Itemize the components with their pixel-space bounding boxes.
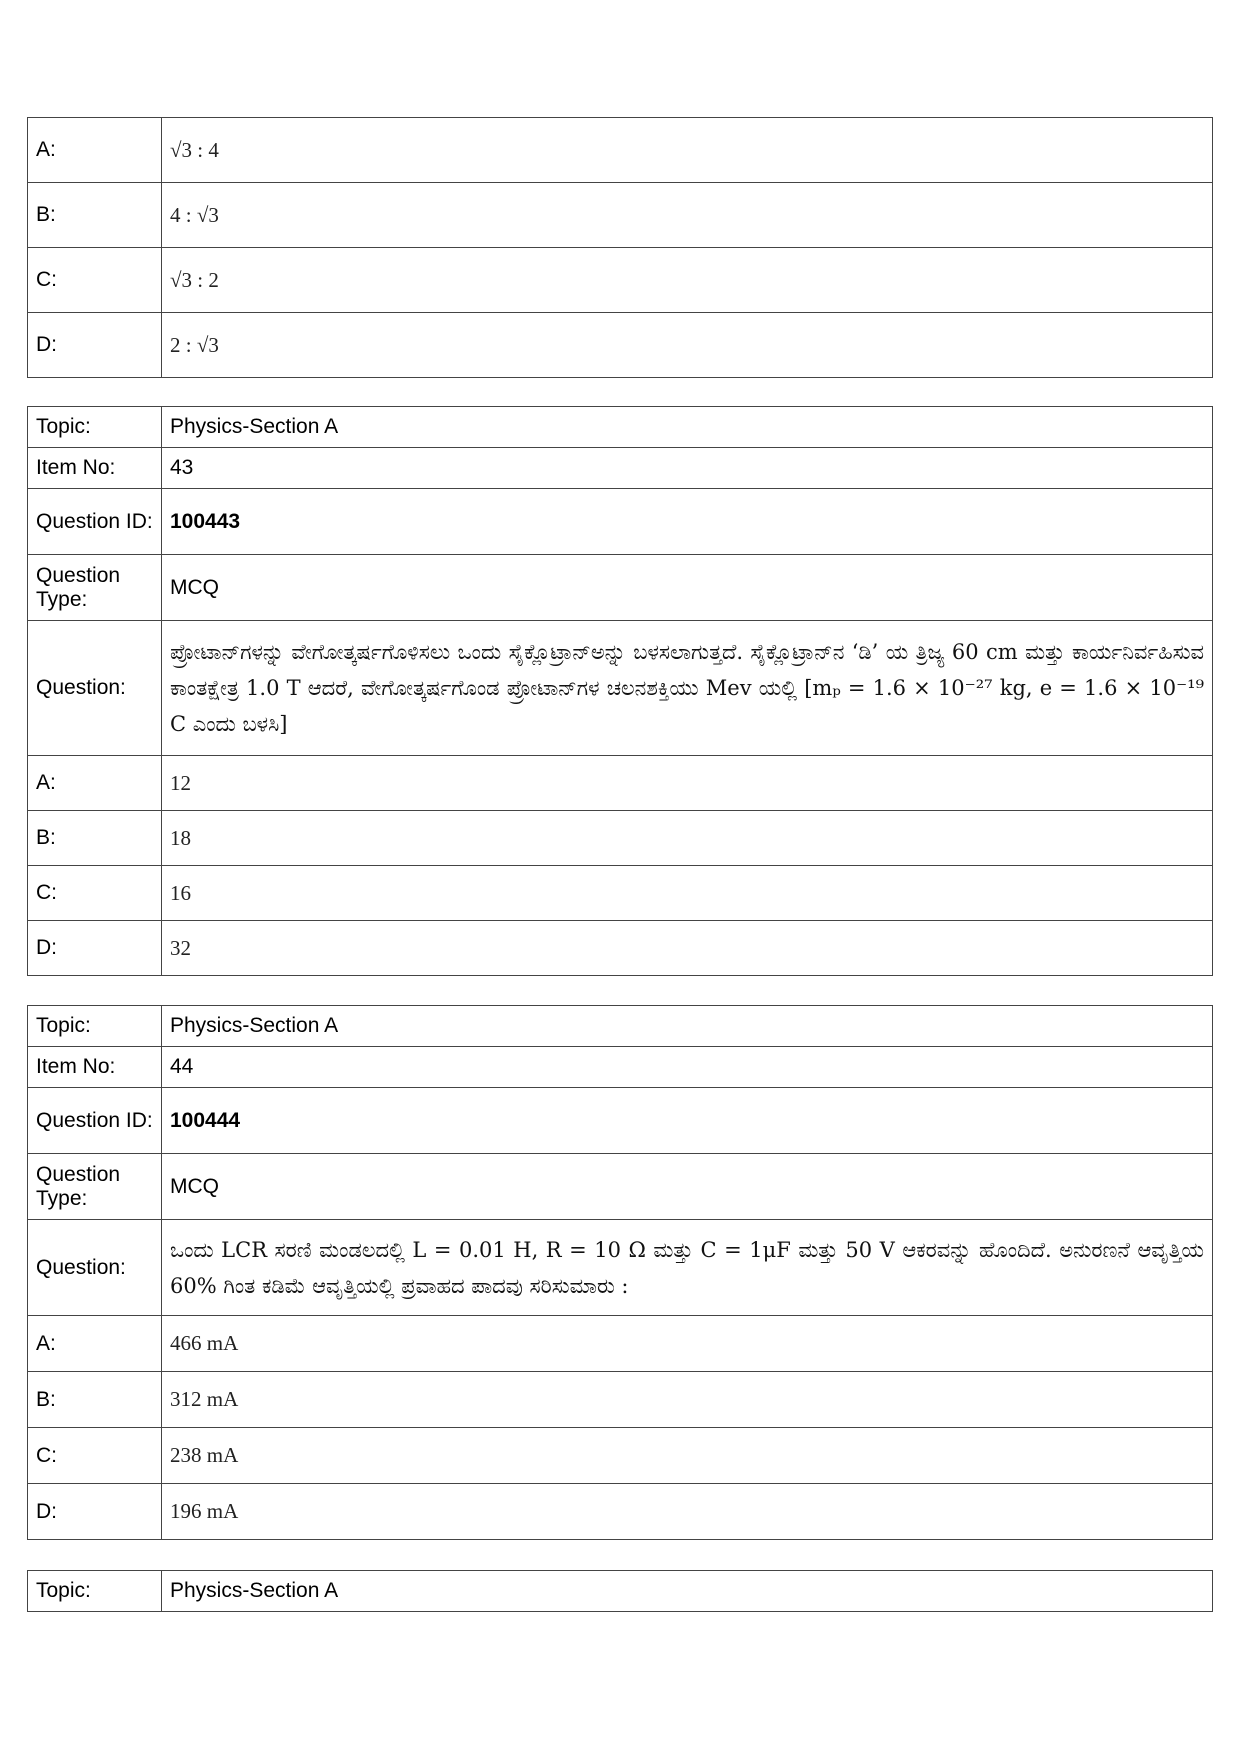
option-row	[28, 756, 1213, 811]
option-label: B:	[28, 811, 162, 866]
question-text: ಪ್ರೋಟಾನ್‌ಗಳನ್ನು ವೇಗೋತ್ಕರ್ಷಗೊಳಿಸಲು ಒಂದು ಸೈಕ್ಲೊಟ್ರಾನ್‌ಅನ್ನು ಬಳಸಲಾಗುತ್ತದೆ. ಸೈಕ್ಲೊಟ್ರಾನ್‌ನ ‘ಡಿ’ ಯ ತ್ರಿಜ್ಯ 60 cm ಮತ್ತು ಕಾರ್ಯನಿರ್ವಹಿಸುವ ಕಾಂತಕ್ಷೇತ್ರ 1.0 T ಆದರೆ, ವೇಗೋತ್ಕರ್ಷಗೊಂಡ ಪ್ರೋಟಾನ್‌ಗಳ ಚಲನಶಕ್ತಿಯು Mev ಯಲ್ಲಿ [mₚ = 1.6 × 10⁻²⁷ kg, e = 1.6 × 10⁻¹⁹ C ಎಂದು ಬಳಸಿ]	[162, 621, 1213, 756]
option-row	[28, 248, 1213, 313]
options-table-prev	[27, 117, 1213, 378]
question-table-43	[27, 406, 1213, 976]
item-row	[28, 1047, 1213, 1088]
topic-row	[28, 1006, 1213, 1047]
topic-row	[28, 1571, 1213, 1612]
question-row	[28, 1220, 1213, 1316]
option-row	[28, 921, 1213, 976]
option-value: 238 mA	[162, 1428, 1213, 1484]
question-id-row	[28, 489, 1213, 555]
question-id-row	[28, 1088, 1213, 1154]
item-label: Item No:	[28, 448, 162, 489]
question-table-44	[27, 1005, 1213, 1540]
question-row	[28, 621, 1213, 756]
topic-label: Topic:	[28, 407, 162, 448]
option-label: A:	[28, 756, 162, 811]
item-value: 44	[162, 1047, 1213, 1088]
question-type-value: MCQ	[162, 1154, 1213, 1220]
option-label: D:	[28, 921, 162, 976]
question-type-label: Question Type:	[28, 1154, 162, 1220]
option-label: D:	[28, 1484, 162, 1540]
option-row	[28, 1428, 1213, 1484]
option-value: 18	[162, 811, 1213, 866]
option-label: A:	[28, 118, 162, 183]
option-label: B:	[28, 1372, 162, 1428]
question-id-label: Question ID:	[28, 1088, 162, 1154]
question-label: Question:	[28, 621, 162, 756]
topic-label: Topic:	[28, 1006, 162, 1047]
option-value: 16	[162, 866, 1213, 921]
option-row	[28, 1372, 1213, 1428]
option-value: 196 mA	[162, 1484, 1213, 1540]
option-value: 466 mA	[162, 1316, 1213, 1372]
option-row	[28, 313, 1213, 378]
question-id-label: Question ID:	[28, 489, 162, 555]
question-type-row	[28, 1154, 1213, 1220]
option-value: √3 : 4	[162, 118, 1213, 183]
question-type-row	[28, 555, 1213, 621]
option-row	[28, 1484, 1213, 1540]
option-label: C:	[28, 866, 162, 921]
option-label: C:	[28, 248, 162, 313]
option-label: A:	[28, 1316, 162, 1372]
topic-value: Physics-Section A	[162, 407, 1213, 448]
topic-label: Topic:	[28, 1571, 162, 1612]
topic-value: Physics-Section A	[162, 1006, 1213, 1047]
option-value: 4 : √3	[162, 183, 1213, 248]
item-row	[28, 448, 1213, 489]
question-label: Question:	[28, 1220, 162, 1316]
question-text: ಒಂದು LCR ಸರಣಿ ಮಂಡಲದಲ್ಲಿ L = 0.01 H, R = 10 Ω ಮತ್ತು C = 1μF ಮತ್ತು 50 V ಆಕರವನ್ನು ಹೊಂದಿದೆ. ಅನುರಣನೆ ಆವೃತ್ತಿಯ 60% ಗಿಂತ ಕಡಿಮೆ ಆವೃತ್ತಿಯಲ್ಲಿ ಪ್ರವಾಹದ ಪಾದವು ಸರಿಸುಮಾರು :	[162, 1220, 1213, 1316]
topic-value: Physics-Section A	[162, 1571, 1213, 1612]
question-id-value: 100444	[162, 1088, 1213, 1154]
topic-row	[28, 407, 1213, 448]
option-label: C:	[28, 1428, 162, 1484]
option-label: B:	[28, 183, 162, 248]
option-value: 312 mA	[162, 1372, 1213, 1428]
option-row	[28, 118, 1213, 183]
item-value: 43	[162, 448, 1213, 489]
question-type-value: MCQ	[162, 555, 1213, 621]
option-value: 2 : √3	[162, 313, 1213, 378]
option-row	[28, 866, 1213, 921]
option-value: 32	[162, 921, 1213, 976]
option-value: 12	[162, 756, 1213, 811]
item-label: Item No:	[28, 1047, 162, 1088]
option-label: D:	[28, 313, 162, 378]
question-id-value: 100443	[162, 489, 1213, 555]
question-table-next	[27, 1570, 1213, 1612]
question-type-label: Question Type:	[28, 555, 162, 621]
option-row	[28, 811, 1213, 866]
option-value: √3 : 2	[162, 248, 1213, 313]
option-row	[28, 1316, 1213, 1372]
option-row	[28, 183, 1213, 248]
